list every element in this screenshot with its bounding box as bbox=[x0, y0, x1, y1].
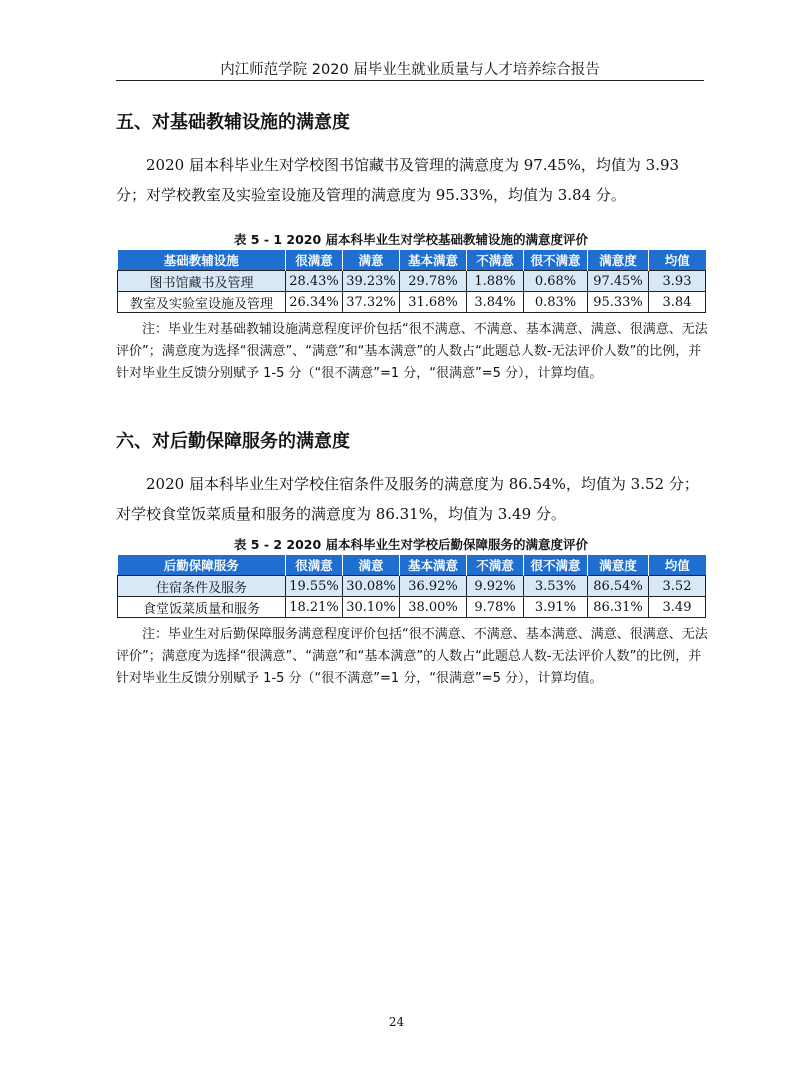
table-cell: 26.34% bbox=[286, 292, 343, 313]
table-header-cell: 不满意 bbox=[467, 555, 524, 576]
table-row bbox=[118, 292, 706, 313]
section-5-paragraph-text: 2020 届本科毕业生对学校图书馆藏书及管理的满意度为 97.45%，均值为 3.93 分；对学校教室及实验室设施及管理的满意度为 95.33%，均值为 3.84 分。 bbox=[116, 156, 680, 204]
table-cell: 3.91% bbox=[524, 597, 588, 618]
running-header: 内江师范学院 2020 届毕业生就业质量与人才培养综合报告 bbox=[220, 62, 600, 78]
table-header-cell: 满意 bbox=[343, 555, 400, 576]
table-cell: 3.84 bbox=[649, 292, 706, 313]
header-rule bbox=[116, 80, 704, 81]
table-cell: 86.31% bbox=[588, 597, 649, 618]
table-cell: 28.43% bbox=[286, 271, 343, 292]
table-cell: 39.23% bbox=[343, 271, 400, 292]
table-cell: 3.49 bbox=[649, 597, 706, 618]
table-header-cell: 不满意 bbox=[467, 250, 524, 271]
table-row bbox=[118, 271, 706, 292]
table-5-2-caption: 表 5 - 2 2020 届本科毕业生对学校后勤保障服务的满意度评价 bbox=[233, 537, 589, 552]
table-5-2-note-text: 注：毕业生对后勤保障服务满意程度评价包括“很不满意、不满意、基本满意、满意、很满意、无法评价”；满意度为选择“很满意”、“满意”和“基本满意”的人数占“此题总人数-无法评价人数”的比例，并针对毕业生反馈分别赋予 1-5 分（“很不满意”=1 分，“很满意”=5 分），计算均值。 bbox=[116, 627, 708, 686]
table-cell: 29.78% bbox=[400, 271, 467, 292]
table-row bbox=[118, 576, 706, 597]
section-6-paragraph-text: 2020 届本科毕业生对学校住宿条件及服务的满意度为 86.54%，均值为 3.52 分；对学校食堂饭菜质量和服务的满意度为 86.31%，均值为 3.49 分。 bbox=[116, 475, 699, 523]
section-5-paragraph bbox=[116, 150, 706, 210]
table-cell: 30.08% bbox=[343, 576, 400, 597]
section-6-title: 六、对后勤保障服务的满意度 bbox=[116, 431, 350, 452]
table-header-cell: 基本满意 bbox=[400, 250, 467, 271]
table-header-cell: 后勤保障服务 bbox=[118, 555, 286, 576]
table-cell: 38.00% bbox=[400, 597, 467, 618]
table-header-cell: 很满意 bbox=[286, 555, 343, 576]
table-cell: 食堂饭菜质量和服务 bbox=[118, 597, 286, 618]
table-cell: 36.92% bbox=[400, 576, 467, 597]
table-cell: 图书馆藏书及管理 bbox=[118, 271, 286, 292]
table-header-cell: 很满意 bbox=[286, 250, 343, 271]
table-cell: 住宿条件及服务 bbox=[118, 576, 286, 597]
table-cell: 95.33% bbox=[588, 292, 649, 313]
table-header-cell: 均值 bbox=[649, 555, 706, 576]
table-header-cell: 满意度 bbox=[588, 555, 649, 576]
table-cell: 教室及实验室设施及管理 bbox=[118, 292, 286, 313]
table-cell: 3.84% bbox=[467, 292, 524, 313]
table-header-cell: 基本满意 bbox=[400, 555, 467, 576]
table-header-cell: 满意度 bbox=[588, 250, 649, 271]
table-cell: 3.52 bbox=[649, 576, 706, 597]
table-cell: 3.53% bbox=[524, 576, 588, 597]
table-5-1 bbox=[117, 250, 706, 313]
table-header-cell: 均值 bbox=[649, 250, 706, 271]
table-cell: 9.92% bbox=[467, 576, 524, 597]
table-header-row bbox=[118, 250, 706, 271]
table-cell: 0.68% bbox=[524, 271, 588, 292]
page-number: 24 bbox=[388, 1015, 405, 1029]
table-header-cell: 基础教辅设施 bbox=[118, 250, 286, 271]
table-header-cell: 很不满意 bbox=[524, 555, 588, 576]
table-5-2-note bbox=[116, 624, 708, 690]
table-header-row bbox=[118, 555, 706, 576]
table-cell: 97.45% bbox=[588, 271, 649, 292]
table-5-1-note bbox=[116, 319, 708, 385]
table-cell: 9.78% bbox=[467, 597, 524, 618]
table-cell: 3.93 bbox=[649, 271, 706, 292]
table-cell: 0.83% bbox=[524, 292, 588, 313]
table-cell: 37.32% bbox=[343, 292, 400, 313]
table-cell: 19.55% bbox=[286, 576, 343, 597]
table-cell: 1.88% bbox=[467, 271, 524, 292]
table-header-cell: 满意 bbox=[343, 250, 400, 271]
table-row bbox=[118, 597, 706, 618]
section-6-paragraph bbox=[116, 469, 706, 529]
table-header-cell: 很不满意 bbox=[524, 250, 588, 271]
table-5-2 bbox=[117, 555, 706, 618]
table-cell: 30.10% bbox=[343, 597, 400, 618]
table-cell: 31.68% bbox=[400, 292, 467, 313]
table-5-1-caption: 表 5 - 1 2020 届本科毕业生对学校基础教辅设施的满意度评价 bbox=[233, 232, 589, 247]
table-5-1-note-text: 注：毕业生对基础教辅设施满意程度评价包括“很不满意、不满意、基本满意、满意、很满意、无法评价”；满意度为选择“很满意”、“满意”和“基本满意”的人数占“此题总人数-无法评价人数”的比例，并针对毕业生反馈分别赋予 1-5 分（“很不满意”=1 分，“很满意”=5 分），计算均值。 bbox=[116, 322, 708, 381]
table-cell: 18.21% bbox=[286, 597, 343, 618]
table-cell: 86.54% bbox=[588, 576, 649, 597]
section-5-title: 五、对基础教辅设施的满意度 bbox=[116, 112, 350, 133]
